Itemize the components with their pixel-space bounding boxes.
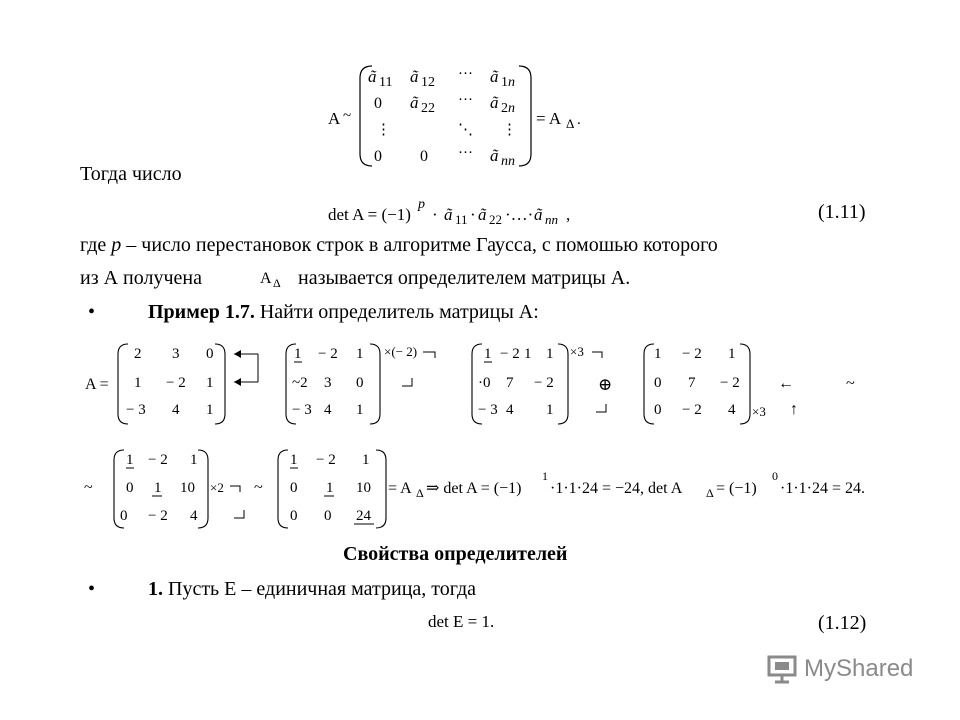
svg-text:1: 1 bbox=[126, 452, 134, 468]
svg-text:A: A bbox=[328, 109, 341, 128]
svg-text:⋮: ⋮ bbox=[502, 122, 517, 138]
bullet-example: • bbox=[88, 301, 96, 323]
svg-text:←: ← bbox=[778, 375, 794, 392]
inline-a-delta bbox=[260, 270, 281, 290]
svg-text:ã: ã bbox=[410, 67, 419, 86]
svg-text:− 2: − 2 bbox=[148, 508, 168, 524]
svg-text:3: 3 bbox=[172, 346, 180, 362]
svg-text:Δ: Δ bbox=[273, 276, 281, 290]
svg-text:1: 1 bbox=[294, 346, 302, 362]
svg-text:1: 1 bbox=[542, 469, 548, 483]
svg-text:1: 1 bbox=[484, 346, 492, 362]
then-number-text: Тогда число bbox=[80, 163, 182, 185]
svg-text:0: 0 bbox=[126, 480, 134, 496]
svg-text:− 2: − 2 bbox=[500, 346, 520, 362]
svg-text:0: 0 bbox=[290, 480, 298, 496]
prop1-line bbox=[148, 578, 476, 601]
example-line bbox=[148, 301, 539, 324]
svg-text:1: 1 bbox=[190, 452, 198, 468]
svg-text:− 2: − 2 bbox=[682, 346, 702, 362]
svg-text:2: 2 bbox=[134, 346, 142, 362]
svg-text:ã: ã bbox=[478, 205, 487, 224]
where-p-rest: – число перестановок строк в алгоритме Гаусса, с помошью которого bbox=[126, 234, 718, 256]
svg-text:1: 1 bbox=[356, 346, 364, 362]
svg-text:0: 0 bbox=[290, 508, 298, 524]
svg-text:Δ: Δ bbox=[706, 486, 714, 500]
svg-text:4: 4 bbox=[172, 402, 180, 418]
svg-text:24: 24 bbox=[356, 508, 371, 524]
svg-text:ã: ã bbox=[490, 146, 499, 165]
svg-text:Δ: Δ bbox=[566, 116, 575, 131]
svg-text:0: 0 bbox=[374, 148, 382, 165]
svg-text:− 2: − 2 bbox=[316, 452, 336, 468]
svg-text:0: 0 bbox=[120, 508, 128, 524]
svg-text:ã: ã bbox=[534, 205, 543, 224]
svg-text:= A: = A bbox=[536, 109, 562, 128]
watermark bbox=[766, 654, 913, 684]
example-label: Пример 1.7. bbox=[148, 301, 255, 323]
example-row-2 bbox=[84, 450, 865, 528]
svg-text:~: ~ bbox=[343, 108, 352, 124]
svg-text:− 2: − 2 bbox=[534, 375, 554, 391]
svg-text:4: 4 bbox=[190, 508, 198, 524]
svg-text:det A = (−1): det A = (−1) bbox=[328, 205, 411, 224]
svg-text:1: 1 bbox=[206, 375, 214, 391]
svg-text:×(− 2): ×(− 2) bbox=[384, 344, 418, 359]
svg-text:↑: ↑ bbox=[790, 401, 798, 418]
svg-text:0: 0 bbox=[324, 508, 332, 524]
svg-text:1: 1 bbox=[290, 452, 298, 468]
svg-text:1: 1 bbox=[524, 346, 532, 362]
svg-text:⇒ det A = (−1): ⇒ det A = (−1) bbox=[426, 480, 522, 497]
svg-text:7: 7 bbox=[688, 375, 696, 391]
svg-text:1: 1 bbox=[154, 480, 162, 496]
svg-text:·0: ·0 bbox=[478, 375, 491, 391]
where-p-variable: p bbox=[111, 234, 122, 256]
svg-text:1: 1 bbox=[356, 402, 364, 418]
svg-text:2: 2 bbox=[501, 101, 508, 116]
svg-text:p: p bbox=[418, 197, 425, 212]
svg-text:− 3: − 3 bbox=[126, 402, 146, 418]
svg-text:4: 4 bbox=[324, 402, 332, 418]
svg-text:4: 4 bbox=[506, 402, 514, 418]
svg-text:1: 1 bbox=[501, 75, 508, 90]
svg-text:nn: nn bbox=[501, 154, 515, 169]
svg-text:10: 10 bbox=[180, 480, 195, 496]
svg-text:⊕: ⊕ bbox=[598, 375, 613, 394]
svg-text:= A: = A bbox=[388, 480, 412, 497]
formula-1-11 bbox=[328, 197, 570, 227]
prop1-rest: Пусть Е – единичная матрица, тогда bbox=[168, 578, 477, 600]
svg-text:,: , bbox=[566, 205, 571, 224]
svg-text:Δ: Δ bbox=[416, 486, 424, 500]
svg-text:ã: ã bbox=[444, 205, 453, 224]
watermark-brand: MyShared bbox=[804, 655, 914, 682]
svg-text:1: 1 bbox=[134, 375, 142, 391]
svg-text:×3: ×3 bbox=[752, 404, 766, 419]
svg-text:·1·1·24 = −24, det A: ·1·1·24 = −24, det A bbox=[550, 480, 683, 497]
svg-text:⋮: ⋮ bbox=[376, 122, 391, 138]
svg-text:3: 3 bbox=[324, 375, 332, 391]
properties-title: Свойства определителей bbox=[343, 543, 568, 565]
where-p-line bbox=[80, 234, 718, 257]
svg-text:···: ··· bbox=[458, 92, 473, 108]
equation-number-1-12: (1.12) bbox=[818, 612, 867, 634]
svg-text:A =: A = bbox=[85, 376, 109, 393]
svg-text:7: 7 bbox=[506, 375, 514, 391]
svg-text:~2: ~2 bbox=[292, 375, 308, 391]
svg-text:ã: ã bbox=[410, 93, 419, 112]
svg-text:nn: nn bbox=[545, 212, 558, 227]
svg-text:− 2: − 2 bbox=[148, 452, 168, 468]
svg-text:− 2: − 2 bbox=[166, 375, 186, 391]
det-e-formula: det E = 1. bbox=[428, 612, 495, 631]
svg-text:⋱: ⋱ bbox=[458, 122, 473, 138]
svg-text:− 3: − 3 bbox=[292, 402, 312, 418]
svg-text:·1·1·24 = 24.: ·1·1·24 = 24. bbox=[780, 480, 866, 497]
where-p-prefix: где bbox=[80, 234, 107, 256]
presentation-board-icon bbox=[766, 654, 798, 684]
svg-text:− 2: − 2 bbox=[720, 375, 740, 391]
svg-text:0: 0 bbox=[772, 469, 778, 483]
svg-text:···: ··· bbox=[458, 145, 473, 161]
svg-text:ã: ã bbox=[368, 67, 377, 86]
svg-text:22: 22 bbox=[489, 212, 502, 227]
svg-text:···: ··· bbox=[458, 66, 473, 82]
svg-text:·: · bbox=[470, 205, 476, 224]
prop1-number: 1. bbox=[148, 578, 163, 600]
svg-text:·: · bbox=[432, 205, 438, 224]
svg-text:22: 22 bbox=[421, 101, 435, 116]
svg-text:4: 4 bbox=[728, 402, 736, 418]
svg-text:1: 1 bbox=[546, 402, 554, 418]
svg-text:ã: ã bbox=[490, 67, 499, 86]
svg-text:A: A bbox=[260, 270, 272, 287]
svg-text:12: 12 bbox=[421, 75, 435, 90]
bullet-prop1: • bbox=[88, 578, 96, 600]
svg-text:0: 0 bbox=[654, 402, 662, 418]
svg-text:.: . bbox=[577, 112, 581, 128]
example-row-1 bbox=[85, 344, 855, 424]
svg-text:1: 1 bbox=[206, 402, 214, 418]
svg-text:1: 1 bbox=[654, 346, 662, 362]
svg-text:×2: ×2 bbox=[210, 480, 224, 495]
svg-text:·…·: ·…· bbox=[505, 205, 534, 224]
from-a-rest: называется определителем матрицы А. bbox=[298, 267, 631, 289]
svg-text:n: n bbox=[508, 75, 515, 90]
svg-text:0: 0 bbox=[206, 346, 214, 362]
svg-text:~: ~ bbox=[846, 375, 855, 392]
svg-text:0: 0 bbox=[420, 148, 428, 165]
svg-text:1: 1 bbox=[728, 346, 736, 362]
svg-text:0: 0 bbox=[374, 95, 382, 112]
svg-text:~: ~ bbox=[84, 479, 93, 496]
from-a-prefix: из А получена bbox=[80, 267, 202, 289]
example-rest: Найти определитель матрицы А: bbox=[259, 301, 539, 323]
svg-text:11: 11 bbox=[379, 75, 393, 90]
top-matrix-eq bbox=[328, 66, 581, 169]
svg-text:1: 1 bbox=[546, 346, 554, 362]
svg-text:×3: ×3 bbox=[570, 344, 584, 359]
svg-text:− 2: − 2 bbox=[682, 402, 702, 418]
svg-text:~: ~ bbox=[254, 479, 263, 496]
svg-text:1: 1 bbox=[326, 480, 334, 496]
svg-text:− 2: − 2 bbox=[318, 346, 338, 362]
svg-text:10: 10 bbox=[356, 480, 371, 496]
svg-text:n: n bbox=[508, 101, 515, 116]
svg-text:11: 11 bbox=[455, 212, 468, 227]
svg-text:0: 0 bbox=[654, 375, 662, 391]
svg-text:ã: ã bbox=[490, 93, 499, 112]
svg-text:− 3: − 3 bbox=[478, 402, 498, 418]
equation-number-1-11: (1.11) bbox=[818, 201, 866, 223]
svg-text:0: 0 bbox=[356, 375, 364, 391]
svg-text:= (−1): = (−1) bbox=[716, 480, 757, 497]
svg-text:1: 1 bbox=[362, 452, 370, 468]
